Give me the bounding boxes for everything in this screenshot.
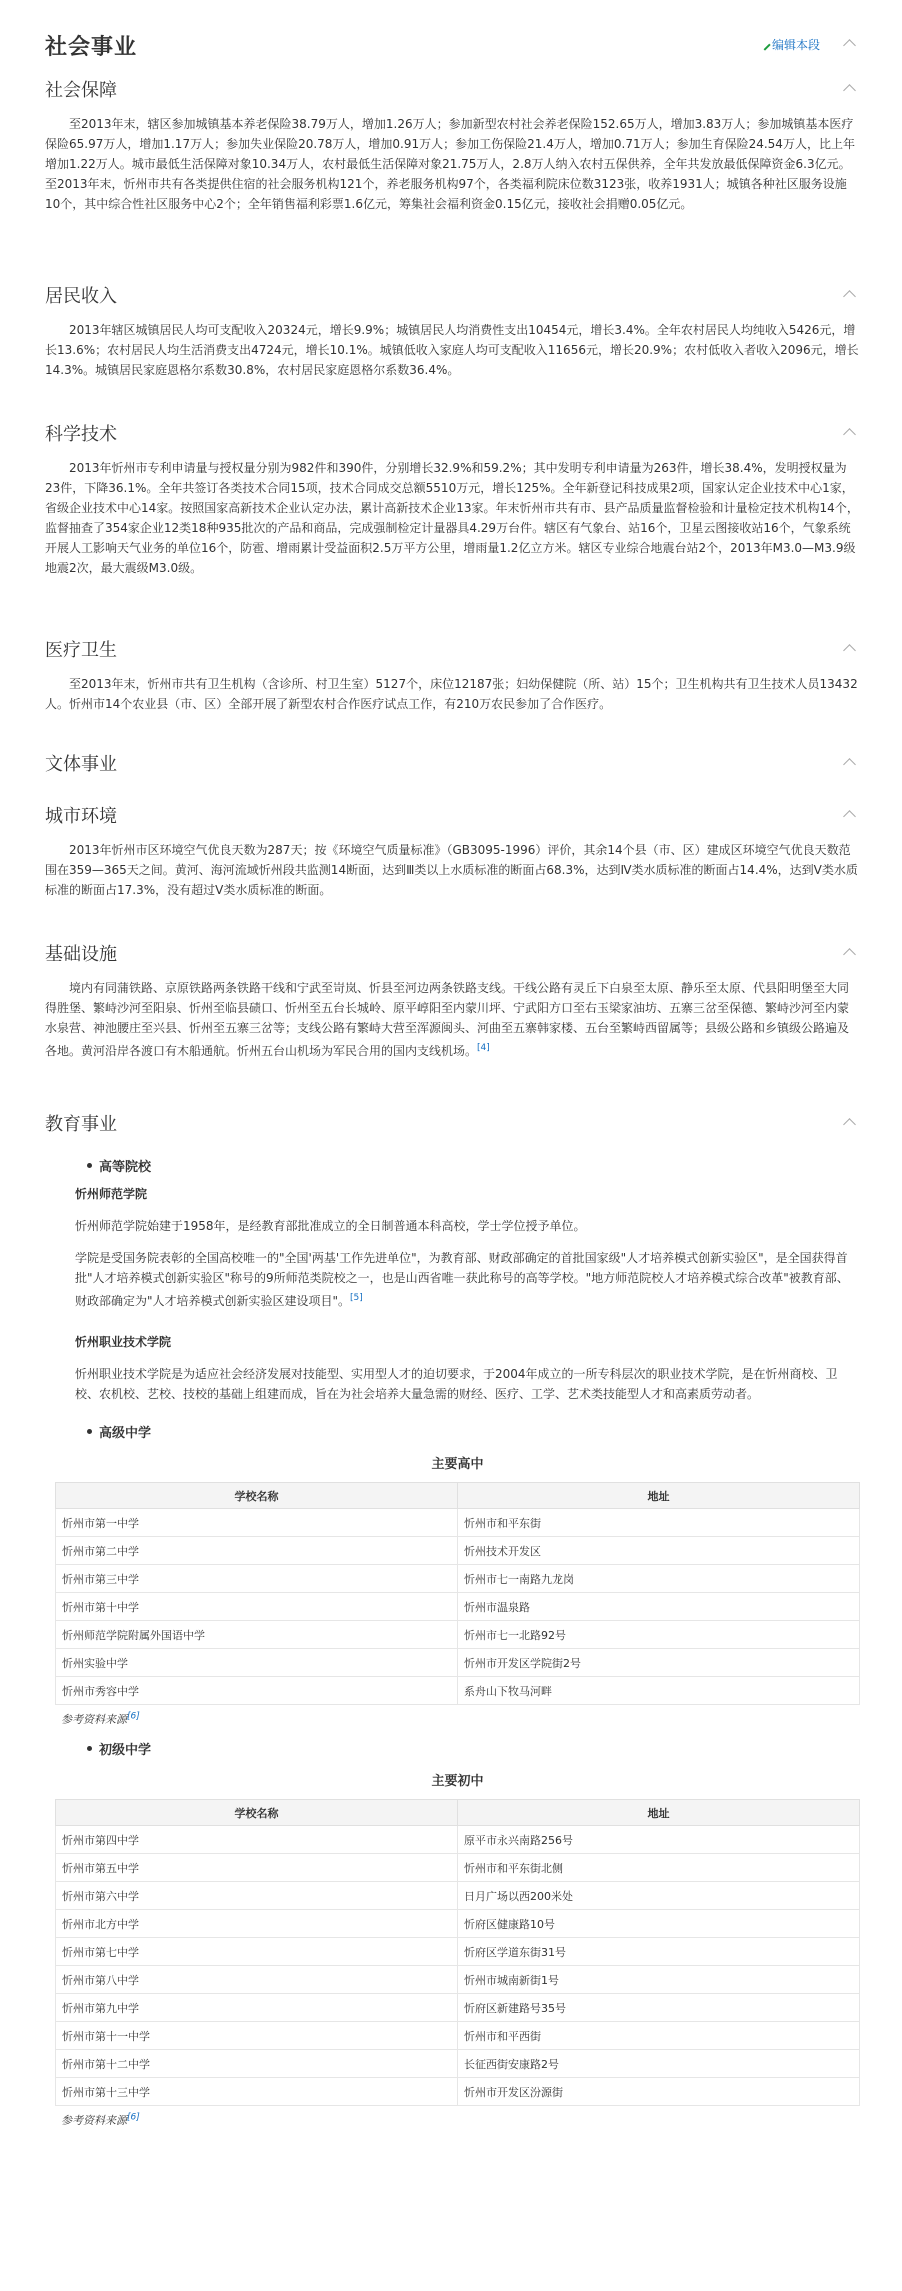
school-name-cell[interactable]: 忻州市第七中学 (56, 1938, 458, 1966)
edit-section-button[interactable] (761, 36, 820, 53)
school-name-cell[interactable]: 忻州市北方中学 (56, 1910, 458, 1938)
edit-label: 编辑本段 (771, 38, 820, 52)
school-name-cell[interactable]: 忻州市第十二中学 (56, 2050, 458, 2078)
page-header (45, 30, 860, 60)
school-address-cell: 忻州市七一北路92号 (458, 1621, 860, 1649)
section-environment (45, 802, 860, 900)
school-name-cell[interactable]: 忻州市第十中学 (56, 1593, 458, 1621)
section-header (45, 802, 860, 828)
school-name-cell[interactable]: 忻州市第二中学 (56, 1537, 458, 1565)
table-row (56, 1677, 860, 1705)
college-paragraph: 忻州职业技术学院是为适应社会经济发展对技能型、实用型人才的迫切要求，于2004年成立的一所专科层次的职业技术学院，是在忻州商校、卫校、农机校、艺校、技校的基础上组建而成，旨在为社会培养大量急需的财经、医疗、工学、艺术类技能型人才和高素质劳动者。 (75, 1367, 838, 1401)
section-title: 科学技术 (45, 424, 117, 445)
school-address-cell: 长征西街安康路2号 (458, 2050, 860, 2078)
table-header-row (56, 1800, 860, 1826)
section-title: 居民收入 (45, 286, 117, 307)
section-header (45, 282, 860, 308)
table-row (56, 1509, 860, 1537)
page-title: 社会事业 (45, 35, 138, 60)
school-name-cell[interactable]: 忻州市第六中学 (56, 1882, 458, 1910)
junior-high-table-body (56, 1826, 860, 2106)
senior-high-table-body (56, 1509, 860, 1705)
reference-link[interactable]: [4] (477, 1043, 490, 1053)
section-title: 基础设施 (45, 944, 117, 965)
section-text: 2013年忻州市专利申请量与授权量分别为982件和390件，分别增长32.9%和59.2%；其中发明专利申请量为263件，增长38.4%，发明授权量为23件，下降36.1%。全年共签订各类技术合同15项，技术合同成交总额5510万元，增长125%。全年新登记科技成果2项，国家认定企业技术中心1家，省级企业技术中心14家。按照国家高新技术企业认定办法，累计高新技术企业13家。年末忻州市共有市、县产品质量监督检验和计量检定技术机构14个，监督抽查了354家企业12类18种935批次的产品和商品，完成强制检定计量器具4.29万台件。辖区有气象台、站16个，卫星云图接收站16个，气象系统开展人工影响天气业务的单位16个，防雹、增雨累计受益面积2.5万平方公里，增雨量1.2亿立方米。辖区专业综合地震台站2个，2013年M3.0—M3.9级地震2次，最大震级M3.0级。 (45, 461, 859, 575)
table-source (55, 2112, 860, 2128)
table-row (56, 1882, 860, 1910)
section-education (45, 1110, 860, 2128)
school-address-cell: 忻府区学道东街31号 (458, 1938, 860, 1966)
subsection-junior-high: 初级中学 (85, 1739, 860, 1758)
section-header (45, 1110, 860, 1136)
section-social-security (45, 76, 860, 214)
school-address-cell: 忻府区新建路号35号 (458, 1994, 860, 2022)
school-name-cell[interactable]: 忻州市秀容中学 (56, 1677, 458, 1705)
school-address-cell: 忻州市和平西街 (458, 2022, 860, 2050)
school-address-cell: 日月广场以西200米处 (458, 1882, 860, 1910)
table-row (56, 1910, 860, 1938)
school-address-cell: 忻府区健康路10号 (458, 1910, 860, 1938)
section-text (45, 978, 860, 1061)
column-header-address: 地址 (458, 1483, 860, 1509)
column-header-name: 学校名称 (56, 1800, 458, 1826)
senior-high-table (55, 1482, 860, 1705)
table-caption: 主要高中 (431, 1457, 484, 1472)
school-name-cell[interactable]: 忻州市第十三中学 (56, 2078, 458, 2106)
school-address-cell: 系舟山下牧马河畔 (458, 1677, 860, 1705)
table-row (56, 1826, 860, 1854)
pencil-icon (759, 39, 770, 50)
section-header (45, 750, 860, 776)
table-source-label: 参考资料来源 (61, 2114, 127, 2127)
section-text-body: 境内有同蒲铁路、京原铁路两条铁路干线和宁武至岢岚、忻县至河边两条铁路支线。干线公路有灵丘下白泉至太原、静乐至太原、代县阳明堡至大同得胜堡、繁峙沙河至阳泉、忻州至临县碛口、忻州至五台长城岭、原平崞阳至内蒙川坪、宁武阳方口至右玉梁家油坊、五寨三岔至保德、繁峙沙河至内蒙水泉营、神池腰庄至兴县、忻州至五寨三岔等；支线公路有繁峙大营至浑源闽头、河曲至五寨韩家楼、五台至繁峙西留属等；县级公路和乡镇级公路遍及各地。黄河沿岸各渡口有木船通航。忻州五台山机场为军民合用的国内支线机场。 (45, 981, 850, 1058)
school-address-cell: 忻州市开发区汾源街 (458, 2078, 860, 2106)
school-name-cell[interactable]: 忻州市第八中学 (56, 1966, 458, 1994)
section-text: 2013年忻州市区环境空气优良天数为287天；按《环境空气质量标准》（GB3095-1996）评价，其余14个县（市、区）建成区环境空气优良天数范围在359—365天之间。黄河、海河流域忻州段共监测14断面，达到Ⅲ类以上水质标准的断面占68.3%，达到Ⅳ类水质标准的断面占14.4%，达到Ⅴ类水质标准的断面占17.3%，没有超过Ⅴ类水质标准的断面。 (45, 843, 858, 897)
section-title: 教育事业 (45, 1114, 117, 1135)
school-name-cell[interactable]: 忻州实验中学 (56, 1649, 458, 1677)
section-header (45, 76, 860, 102)
table-row (56, 2022, 860, 2050)
section-income (45, 282, 860, 380)
university-name: 忻州师范学院 (75, 1187, 148, 1201)
school-name-cell[interactable]: 忻州市第十一中学 (56, 2022, 458, 2050)
university-intro: 忻州师范学院始建于1958年，是经教育部批准成立的全日制普通本科高校，学士学位授予单位。 (75, 1219, 586, 1233)
section-title: 城市环境 (45, 806, 117, 827)
school-name-cell[interactable]: 忻州市第四中学 (56, 1826, 458, 1854)
university-paragraph (75, 1216, 860, 1311)
university-detail (75, 1248, 860, 1311)
subsection-senior-high: 高级中学 (85, 1422, 860, 1441)
reference-link[interactable]: [5] (350, 1293, 363, 1303)
section-text: 至2013年末，辖区参加城镇基本养老保险38.79万人，增加1.26万人；参加新型农村社会养老保险152.65万人，增加3.83万人；参加城镇基本医疗保险65.97万人，增加1.17万人；参加失业保险20.78万人，增加0.91万人；参加工伤保险21.4万人，增加0.71万人；参加生育保险24.54万人，比上年增加1.22万人。城市最低生活保障对象10.34万人，农村最低生活保障对象21.75万人，2.8万人纳入农村五保供养，全年共发放最低保障资金6.3亿元。至2013年末，忻州市共有各类提供住宿的社会服务机构121个，养老服务机构97个，各类福利院床位数3123张，收养1931人；城镇各种社区服务设施10个，其中综合性社区服务中心2个；全年销售福利彩票1.6亿元，筹集社会福利资金0.15亿元，接收社会捐赠0.05亿元。 (45, 117, 855, 211)
school-address-cell: 忻州市和平东街 (458, 1509, 860, 1537)
section-title: 医疗卫生 (45, 640, 117, 661)
school-name-cell[interactable]: 忻州市第三中学 (56, 1565, 458, 1593)
table-source-label: 参考资料来源 (61, 1713, 127, 1726)
college-name: 忻州职业技术学院 (75, 1335, 172, 1349)
subsection-higher-education: 高等院校 (85, 1156, 860, 1175)
table-row (56, 1537, 860, 1565)
column-header-name: 学校名称 (56, 1483, 458, 1509)
table-row (56, 1649, 860, 1677)
school-address-cell: 忻州技术开发区 (458, 1537, 860, 1565)
table-row (56, 2078, 860, 2106)
section-infrastructure (45, 940, 860, 1061)
column-header-address: 地址 (458, 1800, 860, 1826)
section-science (45, 420, 860, 578)
section-title: 社会保障 (45, 80, 117, 101)
table-row (56, 1854, 860, 1882)
school-name-cell[interactable]: 忻州市第九中学 (56, 1994, 458, 2022)
reference-link[interactable]: [6] (127, 1711, 140, 1722)
school-name-cell[interactable]: 忻州市第一中学 (56, 1509, 458, 1537)
table-row (56, 1565, 860, 1593)
senior-high-table-block (55, 1453, 860, 1727)
table-row (56, 1593, 860, 1621)
school-address-cell: 原平市永兴南路256号 (458, 1826, 860, 1854)
school-address-cell: 忻州市城南新街1号 (458, 1966, 860, 1994)
table-row (56, 1994, 860, 2022)
school-address-cell: 忻州市和平东街北侧 (458, 1854, 860, 1882)
university-detail-text: 学院是受国务院表彰的全国高校唯一的"全国'两基'工作先进单位"，为教育部、财政部确定的首批国家级"人才培养模式创新实验区"，是全国获得首批"人才培养模式创新实验区"称号的9所师范类院校之一，也是山西省唯一获此称号的高等学校。"地方师范院校人才培养模式综合改革"被教育部、财政部确定为"人才培养模式创新实验区建设项目"。 (75, 1251, 849, 1308)
school-address-cell: 忻州市开发区学院街2号 (458, 1649, 860, 1677)
table-row (56, 1938, 860, 1966)
section-header (45, 636, 860, 662)
section-text: 至2013年末，忻州市共有卫生机构（含诊所、村卫生室）5127个，床位12187张；妇幼保健院（所、站）15个；卫生机构共有卫生技术人员13432人。忻州市14个农业县（市、区）全部开展了新型农村合作医疗试点工作，有210万农民参加了合作医疗。 (45, 677, 858, 711)
section-text: 2013年辖区城镇居民人均可支配收入20324元，增长9.9%；城镇居民人均消费性支出10454元，增长3.4%。全年农村居民人均纯收入5426元，增长13.6%；农村居民人均生活消费支出4724元，增长10.1%。城镇低收入家庭人均可支配收入11656元，增长20.9%；农村低收入者收入2096元，增长14.3%。城镇居民家庭恩格尔系数30.8%，农村居民家庭恩格尔系数36.4%。 (45, 323, 859, 377)
table-row (56, 1966, 860, 1994)
table-caption: 主要初中 (431, 1774, 484, 1789)
section-title: 文体事业 (45, 754, 117, 775)
school-address-cell: 忻州市温泉路 (458, 1593, 860, 1621)
section-header (45, 940, 860, 966)
junior-high-table-block (55, 1770, 860, 2128)
table-source (55, 1711, 860, 1727)
school-name-cell[interactable]: 忻州市第五中学 (56, 1854, 458, 1882)
table-row (56, 2050, 860, 2078)
reference-link[interactable]: [6] (127, 2112, 140, 2123)
junior-high-table (55, 1799, 860, 2106)
section-culture (45, 750, 860, 776)
section-health (45, 636, 860, 714)
table-header-row (56, 1483, 860, 1509)
school-name-cell[interactable]: 忻州师范学院附属外国语中学 (56, 1621, 458, 1649)
school-address-cell: 忻州市七一南路九龙岗 (458, 1565, 860, 1593)
section-header (45, 420, 860, 446)
table-row (56, 1621, 860, 1649)
